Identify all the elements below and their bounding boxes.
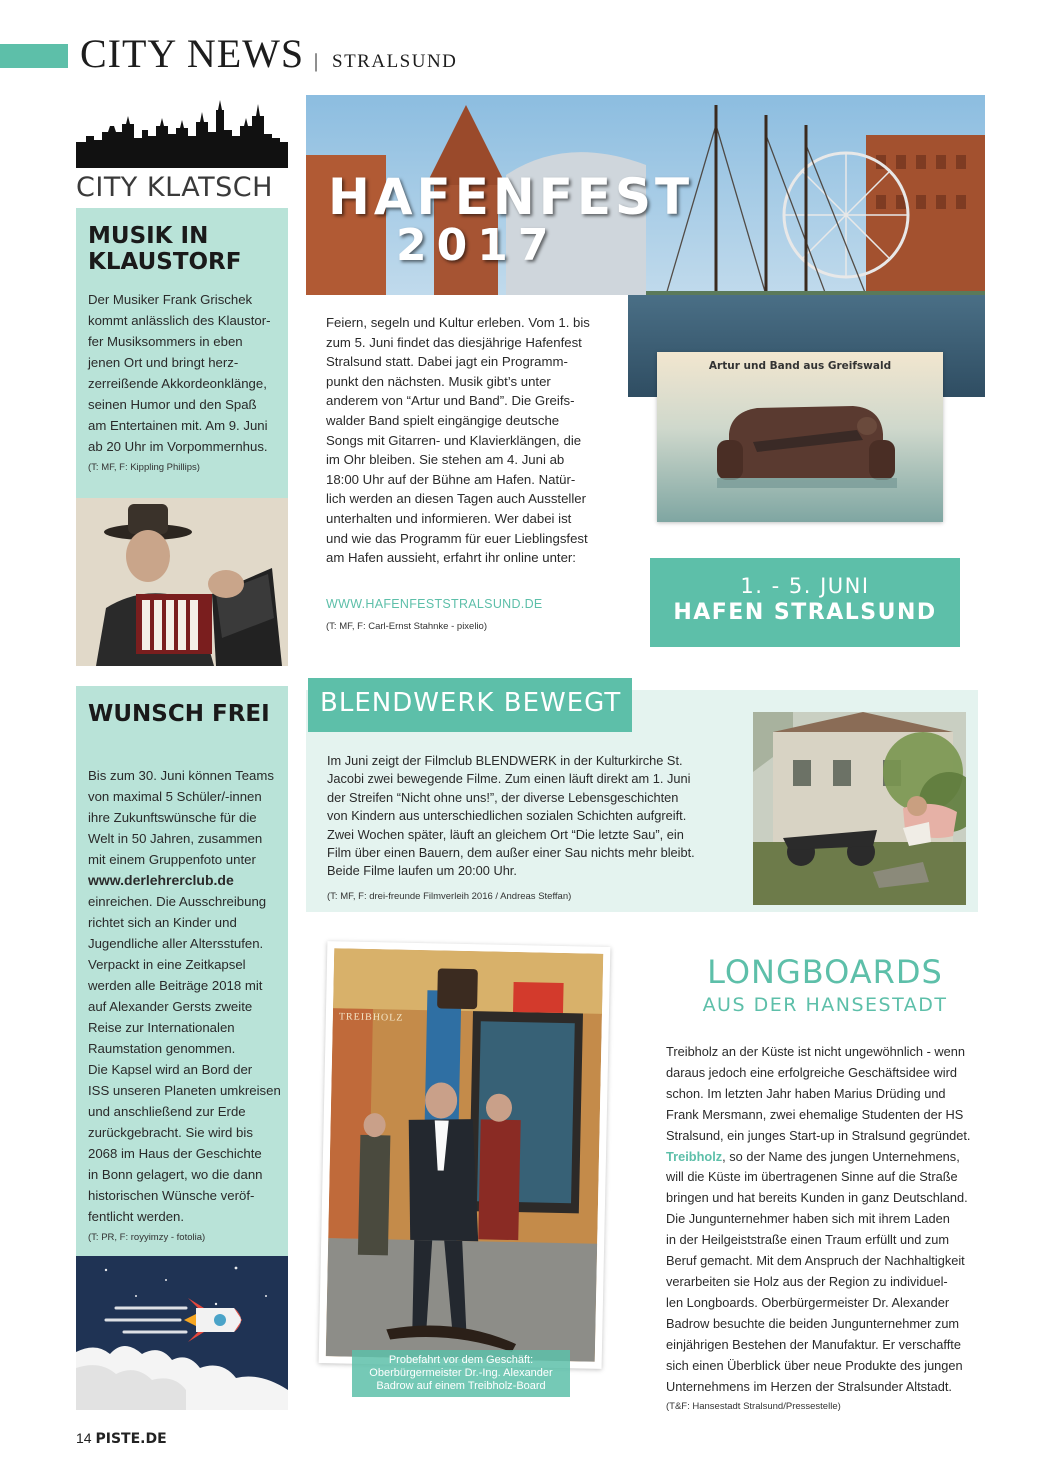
wunsch-credit: (T: PR, F: royyimzy - fotolia): [88, 1232, 206, 1243]
blendwerk-credit: (T: MF, F: drei-freunde Filmverleih 2016 / Andreas Steffan): [327, 891, 572, 902]
blendwerk-title: BLENDWERK BEWEGT: [308, 678, 632, 732]
date-range: 1. - 5. JUNI: [740, 574, 870, 598]
longboards-title: LONGBOARDS: [707, 953, 943, 991]
longboard-photo-frame: [319, 941, 611, 1369]
section-subtitle: STRALSUND: [332, 51, 458, 72]
longboard-caption: Probefahrt vor dem Geschäft: Oberbürgermeister Dr.-Ing. Alexander Badrow auf einem Treibholz-Board: [352, 1350, 570, 1397]
longboards-text: Treibholz an der Küste ist nicht ungewöhnlich - wenn daraus jedoch eine erfolgreiche Geschäftsidee wird schon. Im letzten Jahr haben Marius Drüding und Frank Mersmann, zwei ehemalige Studenten der HS Stralsund, ein junges Start-up in Stralsund gegründet. Treibholz, so der Name des jungen Unternehmens, will die Küste im übertragenen Sinne auf die Straße bringen und hat bereits Kunden in ganz Deutschland. Die Jungunternehmer haben sich mit ihrem Laden in der Heilgeiststraße einen Traum erfüllt und zum Beruf gemacht. Mit dem Anspruch der Nachhaltigkeit verarbeiten sie Holz aus der Region zu individuel- len Longboards. Oberbürgermeister Dr. Alexander Badrow besuchte die beiden Jungunternehmer zum einjährigen Bestehen der Manufaktur. Er verschaffte sich einen Überblick über neue Produkte des jungen Unternehmens im Herzen der Stralsunder Altstadt.: [666, 1044, 971, 1394]
hafenfest-url[interactable]: WWW.HAFENFESTSTRALSUND.DE: [326, 597, 543, 611]
hafenfest-title: HAFENFEST: [328, 168, 694, 226]
musik-text: Der Musiker Frank Grischek kommt anlässlich des Klaustor- fer Musiksommers in eben jenen Ort und bringt herz- zerreißende Akkordeonklänge, seinen Humor und den Spaß am Entertainen mit. Am 9. Juni ab 20 Uhr im Vorpommernhus.: [88, 292, 271, 454]
blendwerk-text: Im Juni zeigt der Filmclub BLENDWERK in der Kulturkirche St. Jacobi zwei bewegende Filme. Zum einen läuft direkt am 1. Juni der Streifen “Nicht ohne uns!”, der diverse Lebensgeschichten von Kindern aus unterschiedlichen sozialen Schichten aufgreift. Zwei Wochen später, läuft an gleichem Ort “Die letzte Sau”, ein Film über einen Bauern, dem außer einer Sau nichts mehr bleibt. Beide Filme laufen um 20:00 Uhr.: [327, 753, 695, 879]
date-box: [650, 558, 960, 647]
header-separator: |: [314, 50, 319, 72]
section-title: CITY NEWS: [80, 31, 305, 76]
band-photo: [657, 352, 943, 522]
page-footer: [76, 1430, 167, 1447]
hafenfest-year: 2017: [396, 220, 559, 271]
header-accent-bar: [0, 44, 68, 68]
film-still-photo: [753, 712, 966, 905]
hafenfest-credit: (T: MF, F: Carl-Ernst Stahnke - pixelio): [326, 621, 488, 632]
longboards-subtitle: AUS DER HANSESTADT: [702, 994, 948, 1016]
treibholz-brand: Treibholz: [666, 1148, 723, 1164]
longboards-credit: (T&F: Hansestadt Stralsund/Pressestelle): [666, 1401, 841, 1412]
band-photo-frame: [657, 352, 943, 522]
musik-heading: MUSIK IN KLAUSTORF: [88, 223, 242, 275]
wunsch-heading: WUNSCH FREI: [88, 701, 270, 727]
skyline-logo: [76, 96, 288, 168]
date-location: HAFEN STRALSUND: [673, 600, 937, 625]
city-klatsch-title: CITY KLATSCH: [76, 172, 273, 203]
wunsch-text: Bis zum 30. Juni können Teams von maximal 5 Schüler/-innen ihre Zukunftswünsche für die Welt in 50 Jahren, zusammen mit einem Gruppenfoto unter www.derlehrerclub.de einreichen. Die Ausschreibung richtet sich an Kinder und Jugendliche aller Altersstufen. Verpackt in eine Zeitkapsel werden alle Beiträge 2018 mit auf Alexander Gersts zweite Reise zur Internationalen Raumstation genommen. Die Kapsel wird an Bord der ISS unseren Planeten umkreisen und anschließend zur Erde zurückgebracht. Sie wird bis 2068 im Haus der Geschichte in Bonn gelagert, wo die dann historischen Wünsche veröf- fentlicht werden.: [88, 765, 284, 1227]
page-number: 14: [76, 1430, 92, 1446]
musician-photo: [76, 498, 288, 666]
band-photo-caption: Artur und Band aus Greifswald: [708, 360, 892, 372]
rocket-illustration: [76, 1256, 288, 1410]
longboard-photo: [326, 948, 603, 1362]
hafenfest-text: Feiern, segeln und Kultur erleben. Vom 1. bis zum 5. Juni findet das diesjährige Hafenfest Stralsund statt. Dabei jagt ein Programm- punkt den nächsten. Musik gibt’s unter anderem von “Artur und Band”. Die Greifs- walder Band spielt eingängige deutsche Songs mit Gitarren- und Klavierklängen, die im Ohr bleiben. Sie stehen am 4. Juni ab 18:00 Uhr auf der Bühne am Hafen. Natür- lich werden an diesen Tagen auch Aussteller unterhalten und informieren. Wer dabei ist und wie das Programm für euer Lieblingsfest am Hafen aussieht, erfahrt ihr online unter:: [326, 315, 590, 566]
musik-credit: (T: MF, F: Kippling Phillips): [88, 462, 200, 473]
shop-sign: TREIBHOLZ: [338, 1011, 404, 1024]
lehrerclub-link[interactable]: www.derlehrerclub.de: [88, 872, 234, 888]
footer-brand: PISTE.DE: [95, 1431, 167, 1447]
